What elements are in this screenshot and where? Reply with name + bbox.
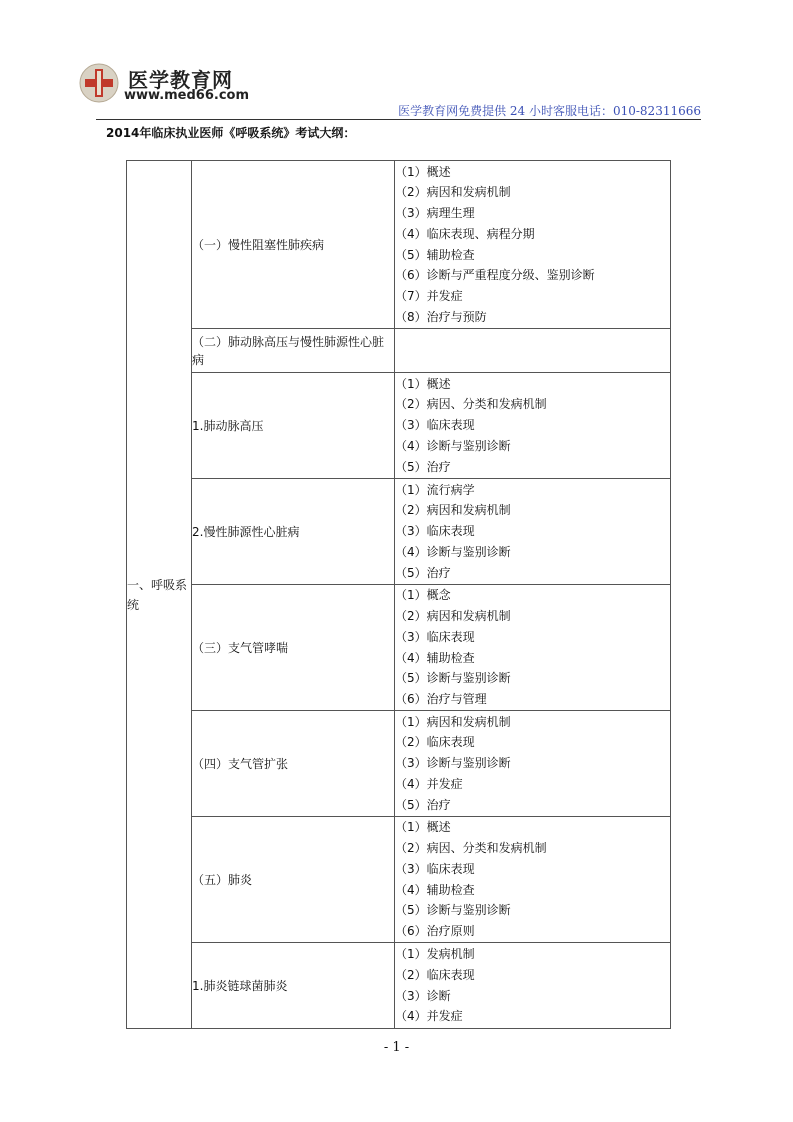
syllabus-table xyxy=(126,160,671,1029)
page-number: - 1 - xyxy=(383,1040,410,1055)
outline-item: （5）诊断与鉴别诊断 xyxy=(395,903,511,918)
syllabus-row xyxy=(127,943,671,1029)
outline-item: （4）辅助检查 xyxy=(395,650,475,665)
syllabus-row xyxy=(127,817,671,943)
outline-item: （1）概念 xyxy=(395,588,451,603)
outline-item: （1）概述 xyxy=(395,376,451,391)
outline-item: （2）临床表现 xyxy=(395,967,475,982)
topic-cell: （五）肺炎 xyxy=(192,817,395,943)
syllabus-row xyxy=(127,479,671,585)
outline-item: （7）并发症 xyxy=(395,288,463,303)
items-cell xyxy=(395,711,671,817)
outline-item: （2）临床表现 xyxy=(395,735,475,750)
outline-item: （2）病因、分类和发病机制 xyxy=(395,397,547,412)
outline-item: （1）概述 xyxy=(395,820,451,835)
header-divider xyxy=(96,119,701,120)
syllabus-table-body xyxy=(127,161,671,1029)
logo-name: 医学教育网 xyxy=(128,68,233,92)
outline-item: （4）诊断与鉴别诊断 xyxy=(395,438,511,453)
topic-cell: （三）支气管哮喘 xyxy=(192,585,395,711)
topic-cell: 1.肺炎链球菌肺炎 xyxy=(192,943,395,1029)
outline-item: （4）辅助检查 xyxy=(395,882,475,897)
outline-item: （3）临床表现 xyxy=(395,418,475,433)
syllabus-row xyxy=(127,585,671,711)
outline-item: （4）并发症 xyxy=(395,1009,463,1024)
items-cell xyxy=(395,585,671,711)
outline-item: （2）病因、分类和发病机制 xyxy=(395,841,547,856)
topic-cell: 2.慢性肺源性心脏病 xyxy=(192,479,395,585)
items-cell xyxy=(395,161,671,329)
outline-item: （5）治疗 xyxy=(395,459,451,474)
outline-item: （6）诊断与严重程度分级、鉴别诊断 xyxy=(395,268,595,283)
outline-item: （1）病因和发病机制 xyxy=(395,714,511,729)
syllabus-row xyxy=(127,329,671,373)
medical-cross-logo-icon xyxy=(78,62,120,104)
topic-cell: （二）肺动脉高压与慢性肺源性心脏病 xyxy=(192,329,395,373)
header-contact: 医学教育网免费提供 24 小时客服电话：010-82311666 xyxy=(398,104,701,118)
outline-item: （4）并发症 xyxy=(395,776,463,791)
outline-item: （1）概述 xyxy=(395,164,451,179)
outline-item: （1）发病机制 xyxy=(395,947,475,962)
outline-item: （2）病因和发病机制 xyxy=(395,609,511,624)
outline-item: （8）治疗与预防 xyxy=(395,309,487,324)
outline-item: （5）治疗 xyxy=(395,565,451,580)
items-cell xyxy=(395,479,671,585)
syllabus-row xyxy=(127,161,671,329)
outline-item: （2）病因和发病机制 xyxy=(395,503,511,518)
items-cell xyxy=(395,817,671,943)
outline-item: （3）临床表现 xyxy=(395,629,475,644)
outline-item: （2）病因和发病机制 xyxy=(395,185,511,200)
outline-item: （3）诊断与鉴别诊断 xyxy=(395,756,511,771)
topic-cell: 1.肺动脉高压 xyxy=(192,373,395,479)
outline-item: （3）病理生理 xyxy=(395,206,475,221)
outline-item: （4）诊断与鉴别诊断 xyxy=(395,544,511,559)
topic-cell: （四）支气管扩张 xyxy=(192,711,395,817)
syllabus-row xyxy=(127,373,671,479)
items-cell xyxy=(395,329,671,373)
outline-item: （3）诊断 xyxy=(395,988,451,1003)
outline-item: （4）临床表现、病程分期 xyxy=(395,226,535,241)
items-cell xyxy=(395,373,671,479)
outline-item: （6）治疗与管理 xyxy=(395,691,487,706)
items-cell xyxy=(395,943,671,1029)
outline-item: （1）流行病学 xyxy=(395,482,475,497)
outline-item: （3）临床表现 xyxy=(395,524,475,539)
outline-item: （5）辅助检查 xyxy=(395,247,475,262)
system-label: 一、呼吸系统 xyxy=(127,161,192,1029)
outline-item: （3）临床表现 xyxy=(395,861,475,876)
document-title: 2014年临床执业医师《呼吸系统》考试大纲： xyxy=(106,126,356,140)
site-logo xyxy=(78,62,258,104)
outline-item: （6）治疗原则 xyxy=(395,923,475,938)
outline-item: （5）治疗 xyxy=(395,797,451,812)
syllabus-row xyxy=(127,711,671,817)
topic-cell: （一）慢性阻塞性肺疾病 xyxy=(192,161,395,329)
logo-url: www.med66.com xyxy=(124,88,250,103)
outline-item: （5）诊断与鉴别诊断 xyxy=(395,671,511,686)
